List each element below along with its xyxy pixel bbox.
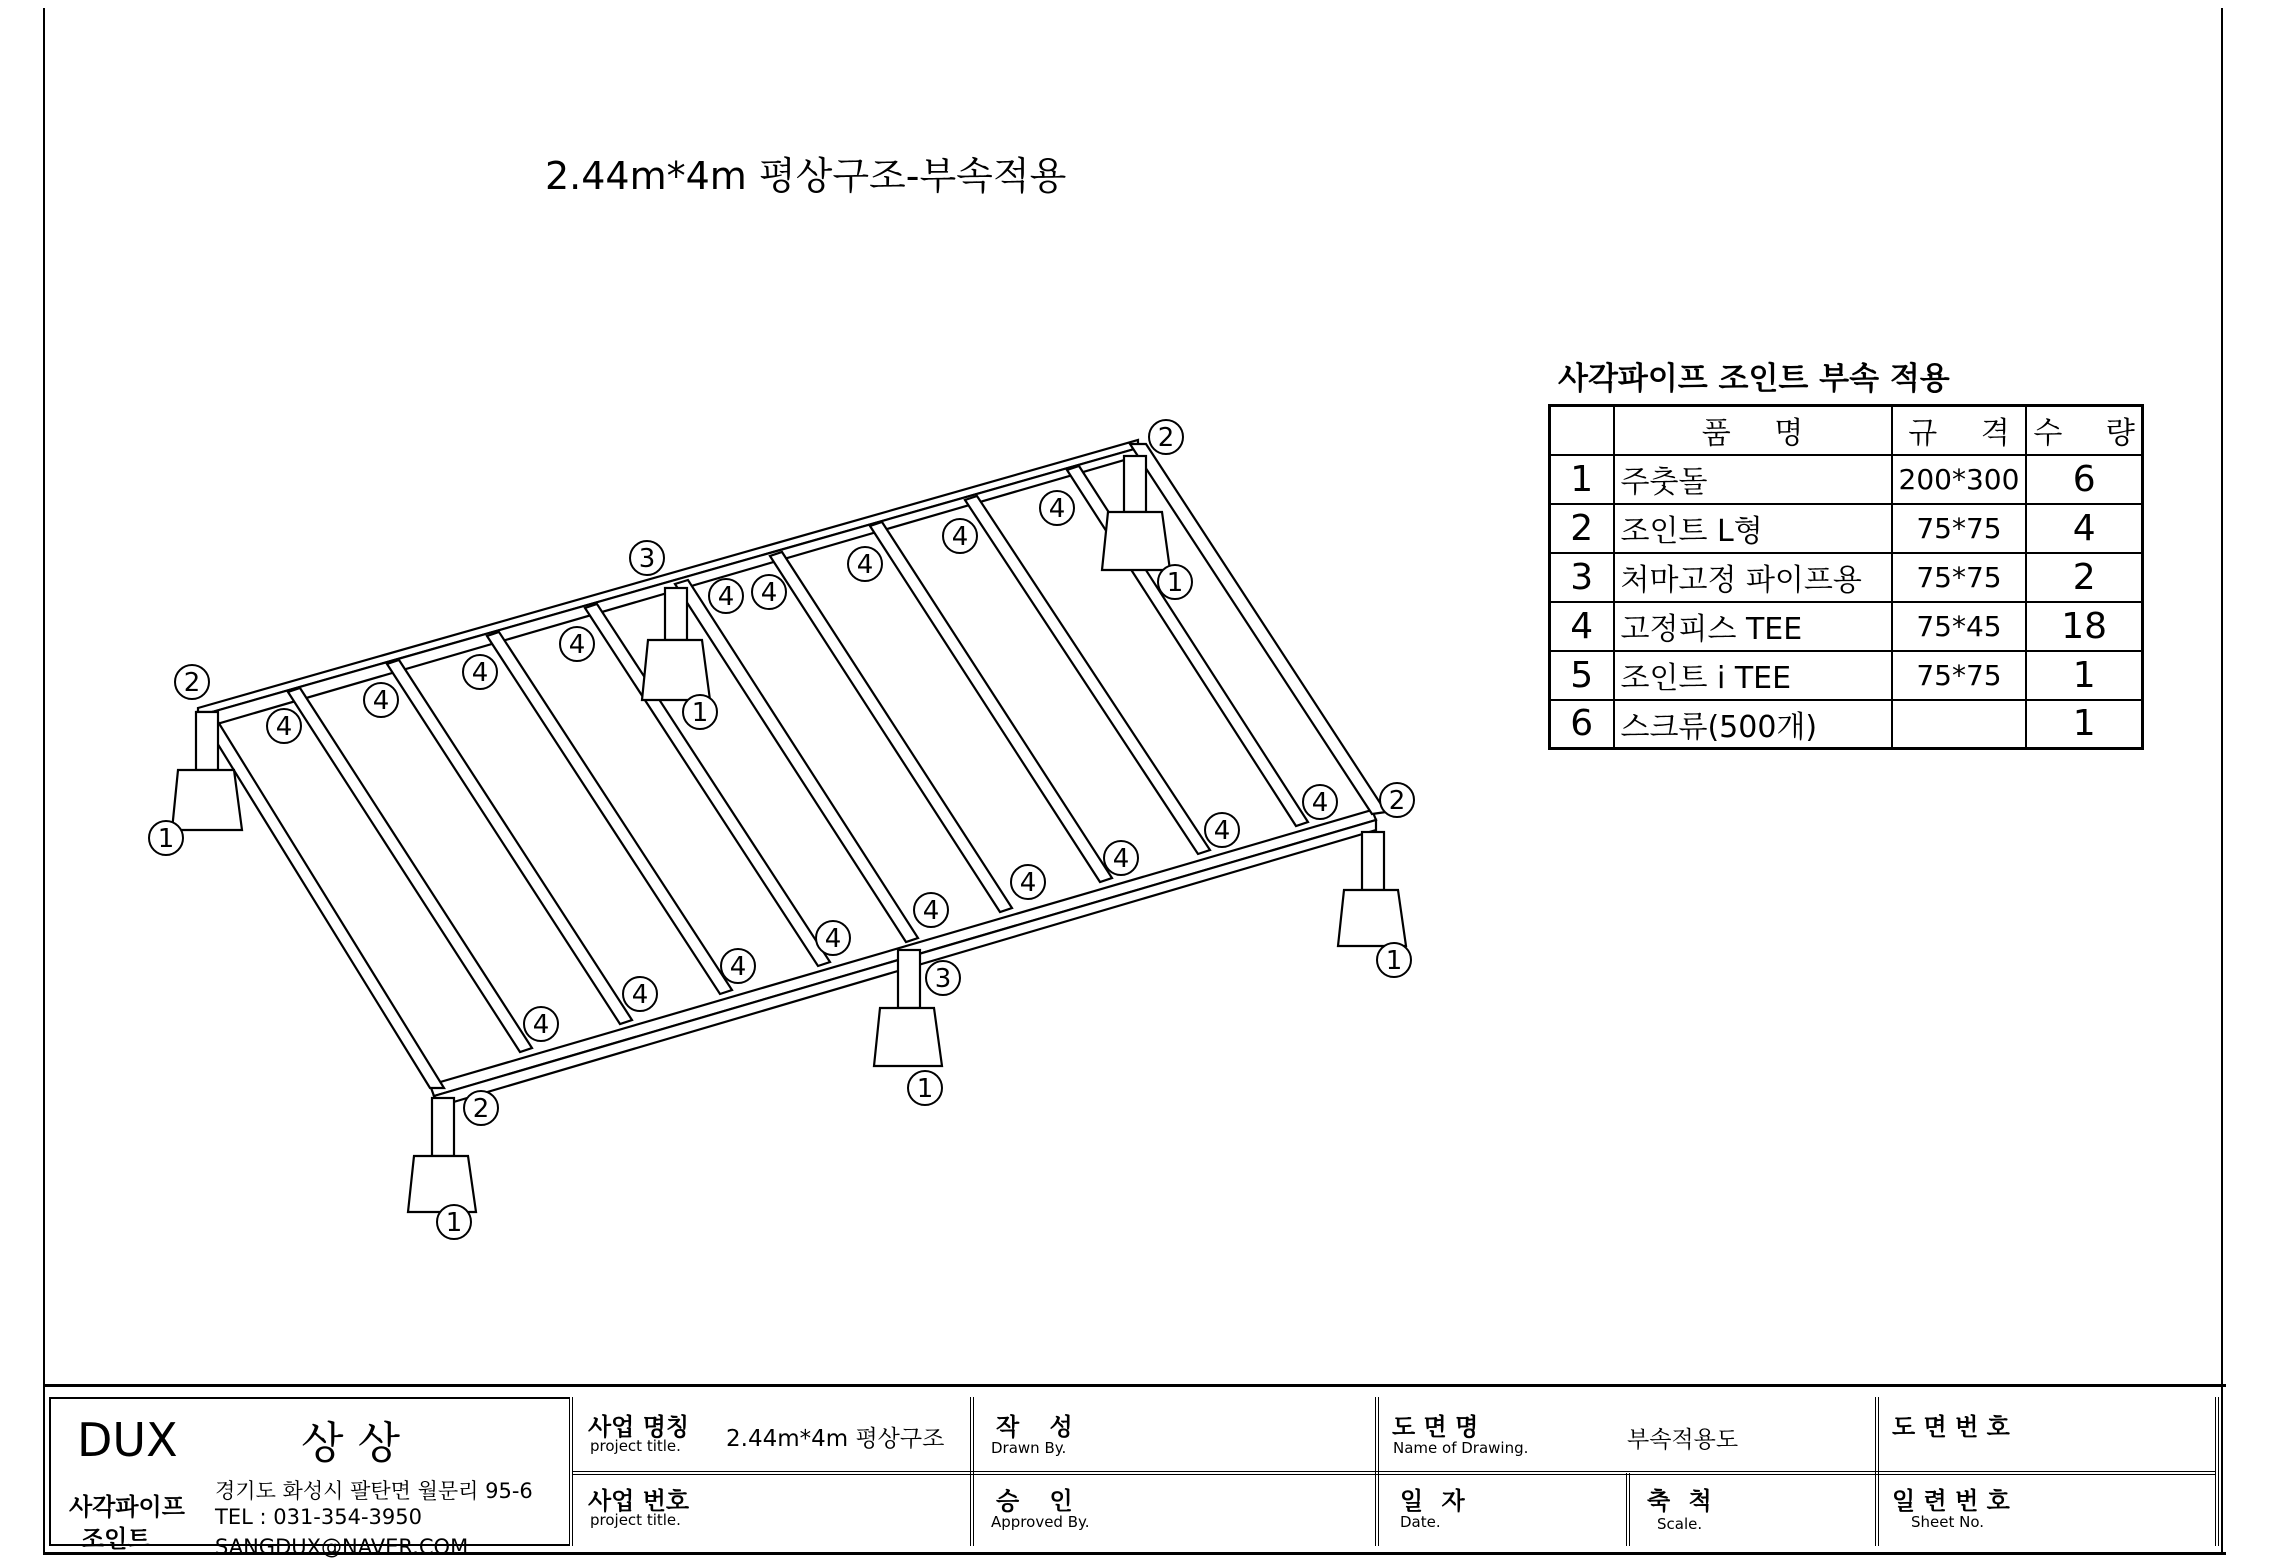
callout-1 <box>683 695 717 729</box>
row-name: 처마고정 파이프용 <box>1614 553 1892 602</box>
project-no-label: 사업 번호 <box>588 1487 690 1515</box>
callout-4 <box>816 921 850 955</box>
svg-text:2: 2 <box>1157 423 1175 453</box>
callout-1 <box>1377 943 1411 977</box>
callout-2 <box>175 665 209 699</box>
header-name: 품 명 <box>1614 406 1892 455</box>
row-qty: 1 <box>2026 700 2142 749</box>
callout-3 <box>926 961 960 995</box>
tb-divider <box>2215 1397 2219 1546</box>
row-spec: 75*75 <box>1892 651 2027 700</box>
row-qty: 4 <box>2026 504 2142 553</box>
tb-row-divider <box>573 1471 2215 1475</box>
table-row <box>1550 700 2143 749</box>
callout-2 <box>464 1091 498 1125</box>
callout-4 <box>560 627 594 661</box>
callout-1 <box>1158 565 1192 599</box>
row-no: 2 <box>1550 504 1614 553</box>
svg-text:4: 4 <box>1048 494 1066 524</box>
brand-name: DUX <box>77 1413 178 1467</box>
drawing-no-label: 도 면 번 호 <box>1892 1413 2010 1441</box>
row-spec: 75*75 <box>1892 553 2027 602</box>
callout-4 <box>623 977 657 1011</box>
drawing-name-sub: Name of Drawing. <box>1393 1439 1529 1457</box>
drawing-name-value: 부속적용도 <box>1627 1427 1739 1453</box>
svg-text:4: 4 <box>631 980 649 1010</box>
row-no: 1 <box>1550 455 1614 504</box>
scale-sub: Scale. <box>1657 1515 1703 1533</box>
svg-text:1: 1 <box>1166 568 1184 598</box>
callout-4 <box>267 709 301 743</box>
company-name: 상 상 <box>301 1418 400 1469</box>
company-address: 경기도 화성시 팔탄면 월문리 95-6 <box>215 1479 533 1503</box>
product-line1: 사각파이프 <box>69 1493 185 1521</box>
row-name: 조인트 i TEE <box>1614 651 1892 700</box>
parts-table-header <box>1550 406 2143 455</box>
drawn-sub: Drawn By. <box>991 1439 1067 1457</box>
row-no: 4 <box>1550 602 1614 651</box>
svg-text:4: 4 <box>856 550 874 580</box>
svg-text:1: 1 <box>157 824 175 854</box>
sheet-no-label: 일 련 번 호 <box>1892 1487 2010 1515</box>
project-name-sub: project title. <box>590 1437 681 1455</box>
table-row <box>1550 455 2143 504</box>
callout-4 <box>1104 841 1138 875</box>
svg-text:4: 4 <box>922 896 940 926</box>
svg-text:1: 1 <box>445 1208 463 1238</box>
callout-4 <box>848 547 882 581</box>
svg-text:4: 4 <box>1112 844 1130 874</box>
callout-4 <box>463 655 497 689</box>
row-no: 3 <box>1550 553 1614 602</box>
svg-text:4: 4 <box>729 952 747 982</box>
table-row <box>1550 651 2143 700</box>
scale-label: 축 척 <box>1647 1487 1712 1515</box>
approved-sub: Approved By. <box>991 1513 1090 1531</box>
callout-4 <box>709 579 743 613</box>
svg-text:1: 1 <box>691 698 709 728</box>
row-spec: 200*300 <box>1892 455 2027 504</box>
callout-4 <box>524 1007 558 1041</box>
svg-text:4: 4 <box>568 630 586 660</box>
svg-text:4: 4 <box>532 1010 550 1040</box>
row-qty: 6 <box>2026 455 2142 504</box>
table-row <box>1550 553 2143 602</box>
svg-text:4: 4 <box>824 924 842 954</box>
callout-4 <box>1303 785 1337 819</box>
svg-text:3: 3 <box>934 964 952 994</box>
project-name-label: 사업 명칭 <box>588 1413 690 1441</box>
svg-text:1: 1 <box>1385 946 1403 976</box>
row-name: 고정피스 TEE <box>1614 602 1892 651</box>
callout-4 <box>1040 491 1074 525</box>
callout-4 <box>1205 813 1239 847</box>
svg-text:4: 4 <box>951 522 969 552</box>
drawing-name-label: 도 면 명 <box>1392 1413 1479 1441</box>
parts-table <box>1548 404 2144 750</box>
svg-text:4: 4 <box>471 658 489 688</box>
header-qty: 수 량 <box>2026 406 2142 455</box>
svg-text:4: 4 <box>1019 868 1037 898</box>
product-line2: 조인트 <box>81 1525 151 1553</box>
callout-1 <box>437 1205 471 1239</box>
callout-4 <box>364 683 398 717</box>
header-spec: 규 격 <box>1892 406 2027 455</box>
callout-1 <box>908 1071 942 1105</box>
svg-text:4: 4 <box>717 582 735 612</box>
row-spec: 75*75 <box>1892 504 2027 553</box>
table-row <box>1550 602 2143 651</box>
svg-text:4: 4 <box>275 712 293 742</box>
approved-label: 승 인 <box>996 1487 1073 1515</box>
callout-4 <box>752 575 786 609</box>
callout-4 <box>943 519 977 553</box>
tb-divider <box>1626 1473 1630 1546</box>
row-qty: 18 <box>2026 602 2142 651</box>
project-name-value: 2.44m*4m 평상구조 <box>726 1426 945 1452</box>
svg-text:4: 4 <box>1213 816 1231 846</box>
row-name: 스크류(500개) <box>1614 700 1892 749</box>
project-no-sub: project title. <box>590 1511 681 1529</box>
row-name: 조인트 L형 <box>1614 504 1892 553</box>
callout-1 <box>149 821 183 855</box>
svg-text:4: 4 <box>1311 788 1329 818</box>
parts-table-title: 사각파이프 조인트 부속 적용 <box>1558 361 1950 397</box>
table-row <box>1550 504 2143 553</box>
header-no <box>1550 406 1614 455</box>
callout-2 <box>1380 783 1414 817</box>
svg-text:4: 4 <box>372 686 390 716</box>
callout-2 <box>1149 420 1183 454</box>
row-spec: 75*45 <box>1892 602 2027 651</box>
callout-4 <box>914 893 948 927</box>
row-qty: 2 <box>2026 553 2142 602</box>
drawing-title: 2.44m*4m 평상구조-부속적용 <box>545 154 1067 198</box>
date-label: 일 자 <box>1400 1487 1465 1515</box>
company-tel: TEL : 031-354-3950 <box>215 1505 422 1529</box>
svg-text:2: 2 <box>183 668 201 698</box>
company-email: SANGDUX@NAVER.COM <box>215 1535 469 1559</box>
callout-4 <box>721 949 755 983</box>
sheet-no-sub: Sheet No. <box>1911 1513 1985 1531</box>
svg-text:2: 2 <box>472 1094 490 1124</box>
date-sub: Date. <box>1400 1513 1441 1531</box>
row-spec <box>1892 700 2027 749</box>
center-joist <box>675 580 918 942</box>
row-no: 6 <box>1550 700 1614 749</box>
row-qty: 1 <box>2026 651 2142 700</box>
svg-text:4: 4 <box>760 578 778 608</box>
drawn-label: 작 성 <box>996 1413 1073 1441</box>
svg-text:3: 3 <box>638 544 656 574</box>
svg-text:2: 2 <box>1388 786 1406 816</box>
left-beam <box>198 712 444 1088</box>
title-block <box>43 1384 2226 1559</box>
row-no: 5 <box>1550 651 1614 700</box>
callout-4 <box>1011 865 1045 899</box>
row-name: 주춧돌 <box>1614 455 1892 504</box>
svg-text:1: 1 <box>916 1074 934 1104</box>
callout-3 <box>630 541 664 575</box>
